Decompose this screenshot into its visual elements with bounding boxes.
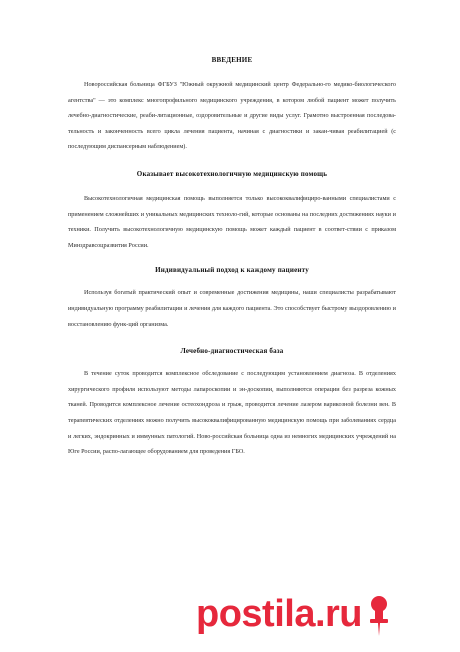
pin-icon — [366, 595, 392, 637]
watermark-text: postila.ru — [196, 593, 363, 635]
section-heading-individual-approach: Индивидуальный подход к каждому пациенту — [155, 266, 309, 275]
section-paragraph-diagnostic-base: В течение суток проводится комплексное обследование с последующим установлением диагноза. В отделениях хирургического профиля используют методы лапароскопии и эн-доскопии, выполняются операции без разреза кожных тканей. Проводится комплексное лечение остеохондроза и грыж, проводится лечение лазером варикозной болезни вен. В терапевтических отделениях можно получить высококвалифицированную медицинскую помощь при заболеваниях сердца и легких, эндокринных и иммунных патологий. Ново-российская больница одна из немногих медицинских учреждений на Юге России, распо-лагающее оборудованием для проведения ГБО. — [68, 370, 396, 456]
section-paragraph-individual-approach: Используя богатый практический опыт и современные достижения медицины, наши специалисты разрабатывают индивидуальную программу реабилитации и лечения для каждого пациента. Это способствует быстрому выздоровлению и восстановлению функ-ций организма. — [68, 289, 396, 328]
intro-paragraph: Новороссийская больница ФГБУЗ "Южный окружной медицинский центр Федерально-го медико-биологического агентства" — это комплекс многопрофильного медицинского учреждения, в котором любой пациент может получить лечебно-диагностические, реаби-литационные, оздоровительные и другие виды услуг. Грамотно выстроенная последова-тельность и законченность всего цикла лечения пациента, начиная с диагностики и закан-чивая реабилитацией (с последующим диспансерным наблюдением). — [68, 81, 396, 151]
section-heading-diagnostic-base: Лечебно-диагностическая база — [180, 347, 284, 356]
section-heading-high-tech-care: Оказывает высокотехнологичную медицинскую помощь — [136, 169, 328, 178]
postila-watermark[interactable] — [196, 586, 446, 642]
document-body — [68, 50, 396, 460]
section-paragraph-high-tech-care: Высокотехнологичная медицинская помощь выполняется только высококвалифициро-ванными специалистами с применением сложнейших и уникальных медицинских техноло-гий, которые основаны на последних достижениях науки и техники. Получить высокотехнологичную медицинскую помощь может каждый пациент в соответ-ствии с приказом Минздравсоцразвития России. — [68, 194, 396, 249]
document-title: ВВЕДЕНИЕ — [211, 56, 253, 64]
